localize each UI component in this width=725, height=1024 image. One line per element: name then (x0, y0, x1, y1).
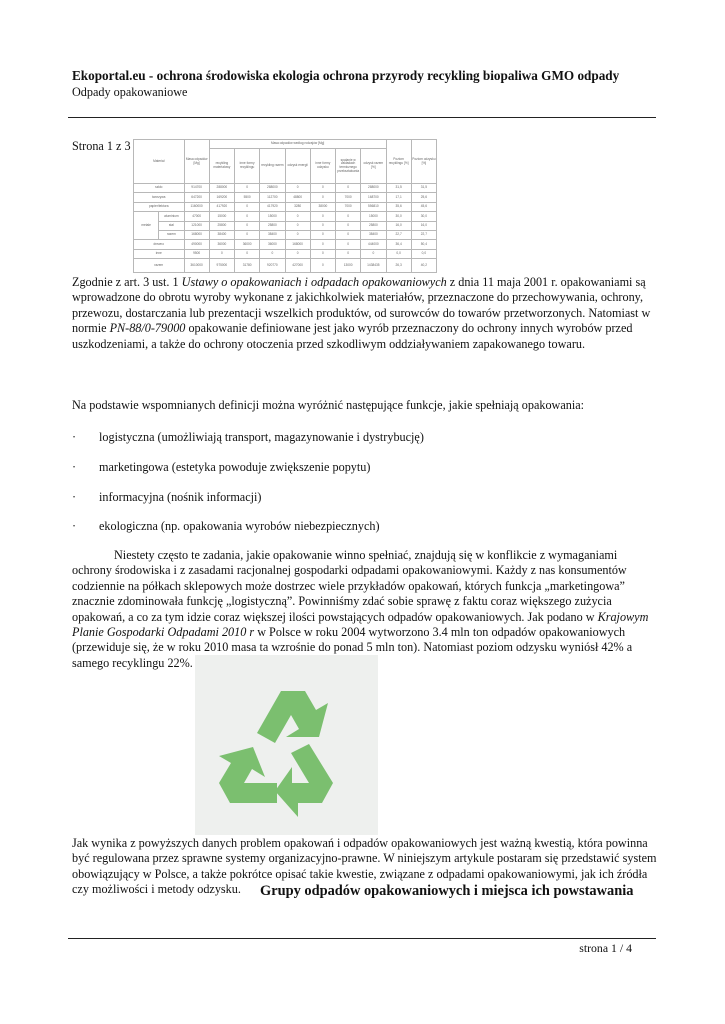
article-subtitle: Odpady opakowaniowe (72, 85, 188, 99)
table-cell: 35,6 (386, 202, 411, 211)
table-row (134, 202, 437, 211)
table-cell: 0 (336, 230, 361, 239)
table-cell: 168000 (184, 230, 209, 239)
table-cell: 0 (235, 184, 260, 193)
table-cell: 38400 (361, 230, 386, 239)
law-title: Ustawy o opakowaniach i odpadach opakowaniowych (181, 275, 447, 289)
paragraph-text: Zgodnie z art. 3 ust. 1 (72, 275, 182, 289)
table-cell: 169200 (209, 193, 234, 202)
table-cell: 9500 (184, 249, 209, 258)
table-cell: 17,1 (386, 193, 411, 202)
table-cell: 0 (209, 249, 234, 258)
table-cell: 38400 (260, 230, 285, 239)
table-cell: 0 (235, 221, 260, 230)
table-cell: 920770 (260, 259, 285, 273)
recycle-icon (195, 655, 378, 835)
table-cell: 47000 (184, 212, 209, 221)
table-cell: 0 (285, 212, 310, 221)
table-header-cell: recykling materiałowy (209, 149, 234, 184)
paragraph-summary: Jak wynika z powyższych danych problem opakowań i odpadów opakowaniowych jest ważną kwestią, która powinna być regulowana przez sprawne systemy organizacyjno-prawne. W niniejszym artykule postaram się przedstawić system obowiązujący w Polsce, a także pokrótce opisać takie kwestie, związane z odpadami opakowaniowymi, jak ich źródła czy możliwości i metody odzysku. (72, 836, 657, 897)
page-indicator-top: Strona 1 z 3 (72, 139, 131, 153)
table-cell: 25800 (209, 221, 234, 230)
table-cell: 3610000 (184, 259, 209, 273)
table-cell: 30,0 (411, 212, 436, 221)
table-cell: 36000 (235, 240, 260, 249)
table-cell: 427000 (285, 259, 310, 273)
table-cell: 444000 (361, 240, 386, 249)
list-item-text: ekologiczna (np. opakowania wyrobów niebezpiecznych) (99, 519, 380, 533)
table-cell: tworzywa (134, 193, 185, 202)
table-cell: 0 (361, 249, 386, 258)
table-cell: 0,0 (411, 249, 436, 258)
table-group-header: Masa odpadów według rodzajów [Mg] (209, 140, 386, 149)
table-cell: 1160000 (184, 202, 209, 211)
table-cell: 0 (285, 184, 310, 193)
table-cell: 647200 (184, 193, 209, 202)
list-item-text: informacyjna (nośnik informacji) (99, 490, 262, 504)
table-cell: 417920 (209, 202, 234, 211)
data-table-thumbnail (133, 139, 437, 273)
table-header-cell: Masa odpadów [Mg] (184, 140, 209, 184)
table-row (134, 193, 437, 202)
table-cell: 0 (310, 221, 335, 230)
table-body (134, 184, 437, 273)
table-header-cell: inne formy recyklingu (235, 149, 260, 184)
table-cell: 25800 (361, 221, 386, 230)
table-cell: 0 (336, 240, 361, 249)
table-cell: 0 (336, 184, 361, 193)
table-cell: 3280 (285, 202, 310, 211)
table-row (134, 184, 437, 193)
table-cell: 15000 (209, 212, 234, 221)
page-footer: strona 1 / 4 (579, 941, 632, 955)
header-divider (68, 117, 656, 118)
table-cell: 36000 (209, 240, 234, 249)
table-cell: 16,0 (386, 221, 411, 230)
paragraph-text: z dnia 11 maja 2001 r. opakowaniami są wprowadzone do obrotu wyroby wykonane z jakichkolwiek materiałów, przeznaczone do przechowywania, ochrony, przewozu, dostarczania lub prezentacji wszelkich produktów, od surowców do towarów przetworzonych. Natomiast w normie (72, 275, 651, 336)
recycle-image (195, 655, 378, 835)
table-cell: 0 (310, 184, 335, 193)
table-cell: 975000 (209, 259, 234, 273)
table-cell: 417920 (260, 202, 285, 211)
table-cell: 40,2 (411, 259, 436, 273)
paragraph-conflict (72, 548, 657, 671)
site-title: Ekoportal.eu - ochrona środowiska ekologia ochrona przyrody recykling biopaliwa GMO odpady (72, 68, 620, 83)
table-cell: 0 (310, 259, 335, 273)
table-cell: 0 (235, 202, 260, 211)
table-cell: 7000 (336, 202, 361, 211)
table-cell: 0 (310, 240, 335, 249)
table-cell: stal (159, 221, 184, 230)
table-cell: razem (159, 230, 184, 239)
table-cell: 36000 (260, 240, 285, 249)
table-cell: 121000 (184, 221, 209, 230)
table-cell: szkło (134, 184, 185, 193)
paragraph-text: opakowanie definiowane jest jako wyrób przeznaczony do ochrony innych wyrobów przed uszkodzeniami, a także do ochrony otoczenia przed szkodliwym oddziaływaniem zapakowanego towaru. (72, 321, 633, 351)
table-cell: 0 (285, 249, 310, 258)
table-cell: 288000 (361, 184, 386, 193)
table-row (134, 230, 437, 239)
table-cell: inne (134, 249, 185, 258)
table-header-cell: Materiał (134, 140, 185, 184)
table-cell: 38400 (209, 230, 234, 239)
table-cell: 0 (310, 193, 335, 202)
table-cell: papier/tektura (134, 202, 185, 211)
table-cell: 25,6 (411, 193, 436, 202)
table-cell: 0 (336, 249, 361, 258)
table-cell: drewno (134, 240, 185, 249)
recycle-arrow-left (219, 747, 277, 803)
paragraph-functions-intro: Na podstawie wspomnianych definicji można wyróżnić następujące funkcje, jakie spełniają opakowania: (72, 398, 585, 412)
norm-code: PN-88/0-79000 (109, 321, 186, 336)
table-cell: 45,6 (411, 202, 436, 211)
list-item-text: marketingowa (estetyka powoduje zwiększenie popytu) (99, 460, 371, 474)
table-cell: 0 (336, 221, 361, 230)
table-cell: 13000 (336, 259, 361, 273)
recycle-arrow-top (257, 691, 328, 743)
table-cell: 168000 (285, 240, 310, 249)
table-cell: 0 (336, 212, 361, 221)
table-cell: 48800 (285, 193, 310, 202)
table-cell: 38000 (310, 202, 335, 211)
table-cell: 0 (310, 249, 335, 258)
table-cell: 31,5 (386, 184, 411, 193)
table-cell: aluminium (159, 212, 184, 221)
table-row (134, 240, 437, 249)
table-cell: 25800 (260, 221, 285, 230)
table-header-cell: odzysk razem [%] (361, 149, 386, 184)
paragraph-text: Niestety często te zadania, jakie opakowanie winno spełniać, znajdują się w konflikcie z wymaganiami ochrony środowiska i z zasadami racjonalnej gospodarki odpadami opakowaniowymi. Każdy z nas konsumentów codziennie na półkach sklepowych może dostrzec wiele przykładów opakowań, których funkcja „marketingowa” znacznie zdominowała funkcję „logistyczną”. Powinniśmy zdać sobie sprawę z faktu coraz większego zużycia opakowań, a co za tym idzie coraz większej ilości powstających odpadów opakowaniowych. Jak podano w (72, 548, 627, 624)
table-header-cell: odzysk energii (285, 149, 310, 184)
paragraph-definition (72, 275, 657, 352)
table-cell: 0 (235, 249, 260, 258)
bullet-symbol: · (72, 460, 77, 474)
table-cell: 50,4 (411, 240, 436, 249)
table-cell: 288000 (209, 184, 234, 193)
table-cell: 168700 (361, 193, 386, 202)
table-cell: 0 (310, 230, 335, 239)
table-row (134, 249, 437, 258)
list-item-text: logistyczna (umożliwiają transport, magazynowanie i dystrybucję) (99, 430, 424, 444)
table-header-cell: recykling razem (260, 149, 285, 184)
recycle-arrows (219, 691, 333, 817)
table-cell: 0,0 (386, 249, 411, 258)
table-header-cell: spalanie w zakładach termicznego przekształcania (336, 149, 361, 184)
table-cell: razem (134, 259, 185, 273)
table-cell: 26,3 (386, 259, 411, 273)
footer-divider (68, 938, 656, 939)
table-cell: 0 (235, 212, 260, 221)
table-cell: 112700 (260, 193, 285, 202)
table-row (134, 221, 437, 230)
table-cell: 1438435 (361, 259, 386, 273)
table-cell: 31780 (235, 259, 260, 273)
table-cell: 16,0 (411, 221, 436, 230)
section-heading: Grupy odpadów opakowaniowych i miejsca ich powstawania (260, 883, 634, 899)
table-cell: 7000 (336, 193, 361, 202)
table-cell: 490000 (184, 240, 209, 249)
table-header-cell: Poziom recyklingu [%] (386, 140, 411, 184)
table-cell: 5500 (235, 193, 260, 202)
table-header-cell: inne formy odzysku (310, 149, 335, 184)
table-cell: 0 (285, 221, 310, 230)
table-cell: 914700 (184, 184, 209, 193)
paragraph-text: w Polsce w roku 2004 wytworzono 3.4 mln ton odpadów opakowaniowych (przewiduje się, że w roku 2010 masa ta wzrośnie do ponad 5 mln ton). Natomiast poziom odzysku wyniósł 42% a samego recyklingu 22%. (72, 625, 633, 670)
table-row (134, 212, 437, 221)
plan-title: Krajowym Planie Gospodarki Odpadami 2010 r (72, 609, 649, 640)
table-cell: 22,7 (411, 230, 436, 239)
table-cell: 15000 (260, 212, 285, 221)
table-cell: 556810 (361, 202, 386, 211)
table-cell: 0 (285, 230, 310, 239)
table-cell: 22,7 (386, 230, 411, 239)
table-cell: 31,5 (411, 184, 436, 193)
table-cell: 0 (260, 249, 285, 258)
bullet-symbol: · (72, 490, 77, 504)
table-cell: 288000 (260, 184, 285, 193)
table-cell: 15000 (361, 212, 386, 221)
table-cell: 36,4 (386, 240, 411, 249)
table-header-cell: Poziom odzysku [%] (411, 140, 436, 184)
table-cell: 0 (310, 212, 335, 221)
table-row (134, 259, 437, 273)
bullet-symbol: · (72, 430, 77, 444)
recycle-arrow-right (275, 744, 333, 817)
table-cell: 30,0 (386, 212, 411, 221)
bullet-symbol: · (72, 519, 77, 533)
table-cell: metale (134, 212, 159, 240)
waste-table (133, 139, 437, 273)
table-cell: 0 (235, 230, 260, 239)
